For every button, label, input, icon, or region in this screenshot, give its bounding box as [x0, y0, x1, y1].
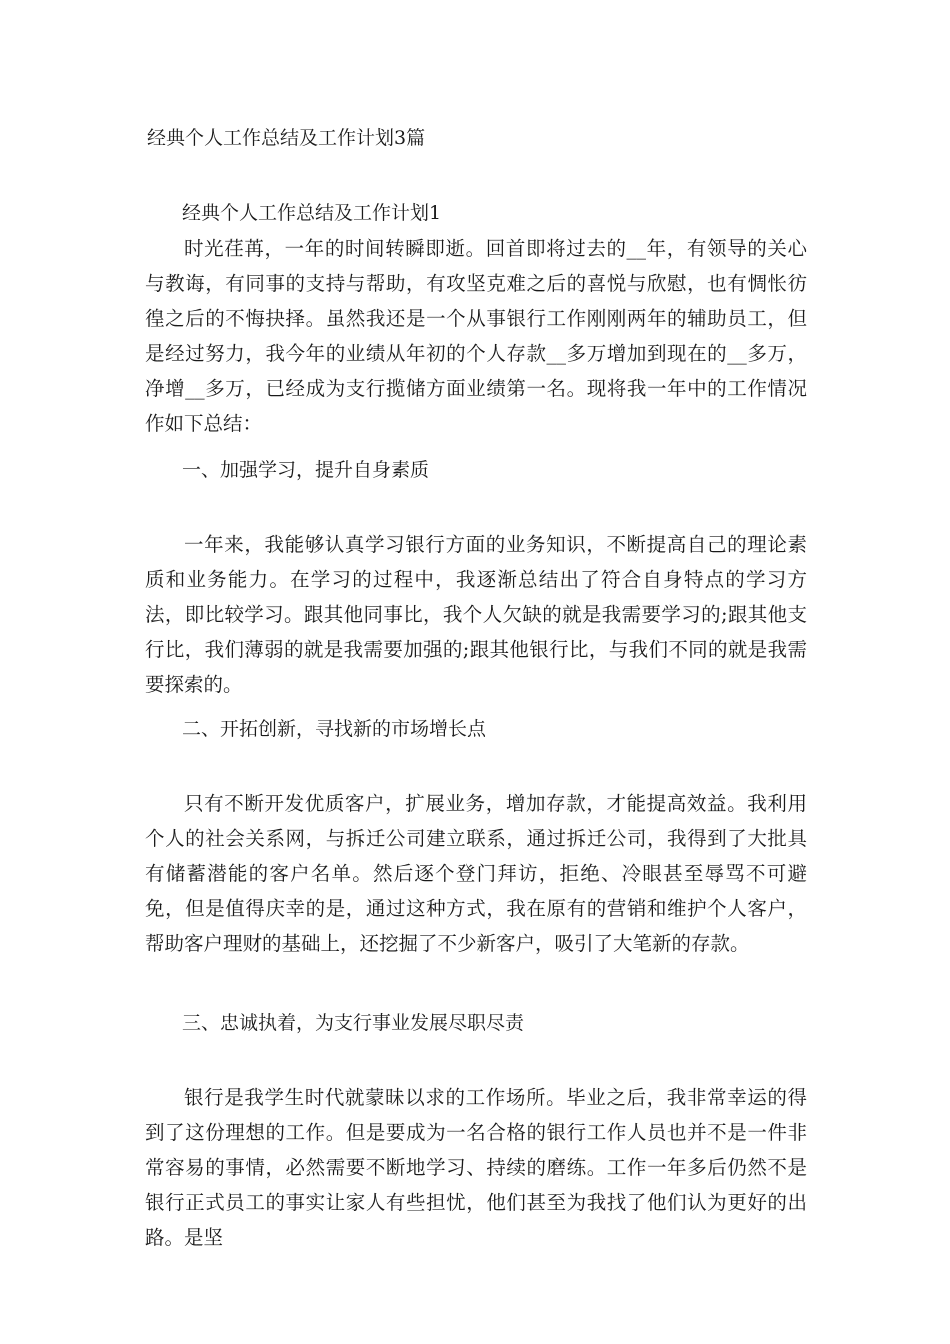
heading-loyalty: 三、忠诚执着，为支行事业发展尽职尽责 — [182, 1012, 525, 1034]
heading-study: 一、加强学习，提升自身素质 — [182, 459, 430, 481]
study-paragraph: 一年来，我能够认真学习银行方面的业务知识，不断提高自己的理论素质和业务能力。在学习的过程中，我逐渐总结出了符合自身特点的学习方法，即比较学习。跟其他同事比，我个人欠缺的就是我需要学习的;跟其他支行比，我们薄弱的就是我需要加强的;跟其他银行比，与我们不同的就是我需要探索的。 — [145, 533, 807, 696]
innovation-paragraph: 只有不断开发优质客户，扩展业务，增加存款，才能提高效益。我利用个人的社会关系网，与拆迁公司建立联系，通过拆迁公司，我得到了大批具有储蓄潜能的客户名单。然后逐个登门拜访，拒绝、冷眼甚至辱骂不可避免，但是值得庆幸的是，通过这种方式，我在原有的营销和维护个人客户，帮助客户理财的基础上，还挖掘了不少新客户，吸引了大笔新的存款。 — [145, 792, 807, 955]
intro-paragraph: 时光荏苒，一年的时间转瞬即逝。回首即将过去的__年，有领导的关心与教诲，有同事的支持与帮助，有攻坚克难之后的喜悦与欣慰，也有惆怅彷徨之后的不悔抉择。虽然我还是一个从事银行工作刚刚两年的辅助员工，但是经过努力，我今年的业绩从年初的个人存款__多万增加到现在的__多万，净增__多万，已经成为支行揽储方面业绩第一名。现将我一年中的工作情况作如下总结： — [145, 237, 807, 435]
document-title: 经典个人工作总结及工作计划3篇 — [147, 127, 426, 149]
section-subtitle: 经典个人工作总结及工作计划1 — [182, 202, 442, 224]
loyalty-paragraph: 银行是我学生时代就蒙昧以求的工作场所。毕业之后，我非常幸运的得到了这份理想的工作。但是要成为一名合格的银行工作人员也并不是一件非常容易的事情，必然需要不断地学习、持续的磨练。工作一年多后仍然不是银行正式员工的事实让家人有些担忧，他们甚至为我找了他们认为更好的出路。是坚 — [145, 1086, 807, 1249]
heading-innovation: 二、开拓创新，寻找新的市场增长点 — [182, 718, 487, 740]
